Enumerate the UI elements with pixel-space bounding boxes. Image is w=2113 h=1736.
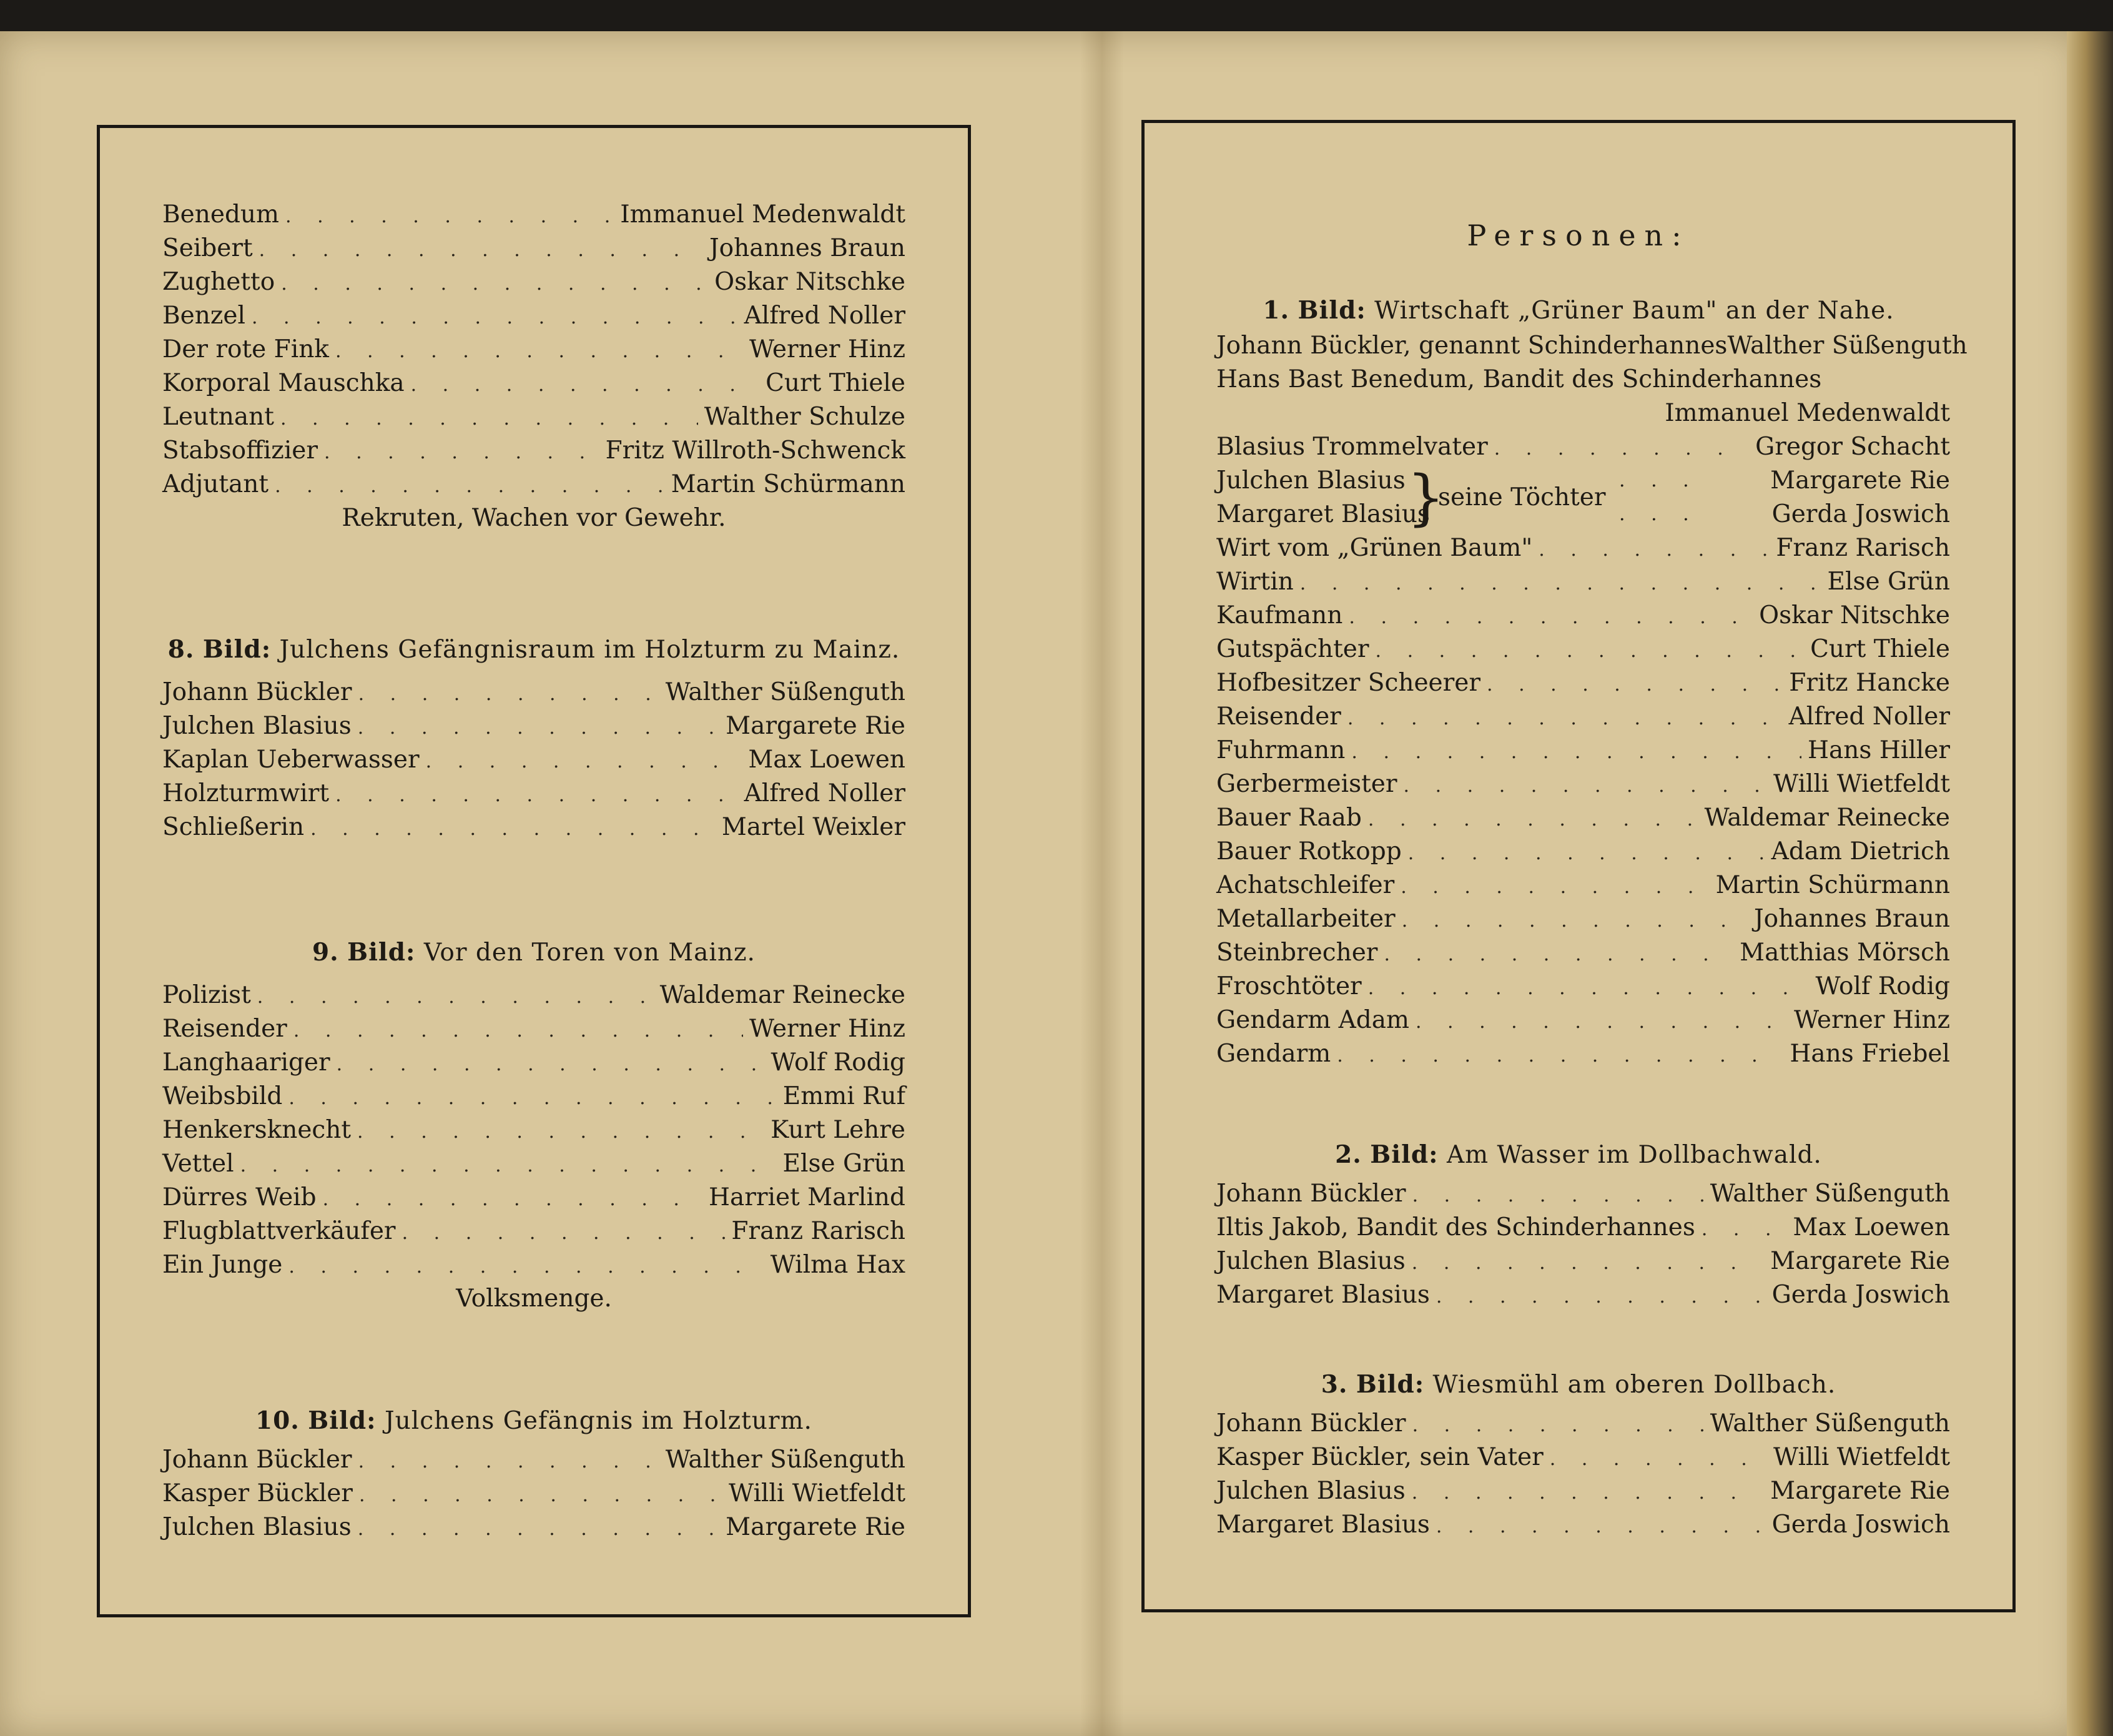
actor-name: Wolf Rodig	[771, 1048, 905, 1077]
role-name: Fuhrmann	[1216, 736, 1346, 764]
cast-row	[100, 1080, 968, 1113]
cast-row	[100, 777, 968, 811]
cast-row	[1145, 1004, 2012, 1037]
daughters-brace-group	[1145, 464, 2012, 531]
scene-1	[1145, 292, 2012, 1071]
role-name: Vettel	[162, 1150, 234, 1178]
actor-name: Harriet Marlind	[708, 1183, 905, 1211]
role-name: Wirt vom „Grünen Baum"	[1216, 534, 1533, 562]
scene-3	[1145, 1366, 2012, 1542]
cast-row	[100, 709, 968, 743]
actor-name: Curt Thiele	[766, 369, 905, 397]
personen-title-block	[1145, 210, 2012, 260]
role-name: Polizist	[162, 981, 251, 1009]
cast-row	[1145, 1474, 2012, 1508]
scene-heading	[1145, 1136, 2012, 1173]
book-gutter	[1080, 31, 1124, 1736]
scene-title: Vor den Toren von Mainz.	[423, 939, 756, 967]
scene-title: Am Wasser im Dollbachwald.	[1446, 1141, 1822, 1169]
leader-dots	[359, 1479, 722, 1512]
cast-row	[1145, 531, 2012, 565]
role-name: Gendarm	[1216, 1040, 1331, 1068]
leader-dots	[275, 470, 665, 503]
extras-note: Volksmenge.	[456, 1285, 612, 1313]
role-name: Flugblattverkäufer	[162, 1217, 396, 1245]
role-name: Kasper Bückler, sein Vater	[1216, 1443, 1544, 1471]
scene-title: Wiesmühl am oberen Dollbach.	[1432, 1371, 1836, 1399]
actor-name: Matthias Mörsch	[1740, 939, 1950, 967]
cast-rows	[100, 676, 968, 844]
scene-label: Bild:	[1370, 1140, 1439, 1169]
scene-label: Bild:	[202, 635, 272, 664]
actor-name: Walther Süßenguth	[1710, 1180, 1950, 1208]
leader-dots	[1436, 1280, 1766, 1314]
actor-name: Curt Thiele	[1810, 635, 1950, 663]
actor-name: Alfred Noller	[1788, 703, 1950, 731]
scene-title: Julchens Gefängnis im Holzturm.	[384, 1407, 812, 1435]
scene-8	[100, 631, 968, 844]
cast-row	[100, 1181, 968, 1215]
actor-name: Franz Rarisch	[1776, 534, 1950, 562]
cast-row	[1145, 430, 2012, 464]
role-name: Gendarm Adam	[1216, 1006, 1409, 1034]
role-name: Hofbesitzer Scheerer	[1216, 669, 1481, 697]
cast-rows	[1145, 1407, 2012, 1542]
scene-title: Wirtschaft „Grüner Baum" an der Nahe.	[1374, 297, 1894, 325]
cast-row	[100, 1012, 968, 1046]
page-edge	[2067, 31, 2113, 1736]
role-name: Benedum	[162, 200, 280, 229]
actor-name: Martin Schürmann	[671, 470, 905, 498]
leader-dots	[1300, 567, 1821, 601]
leader-dots	[1412, 1179, 1704, 1213]
role-name: Gerbermeister	[1216, 770, 1397, 798]
role-name: Johann Bückler	[162, 1446, 352, 1474]
actor-name: Fritz Hancke	[1789, 669, 1950, 697]
role-name: Gutspächter	[1216, 635, 1369, 663]
cast-row	[1145, 633, 2012, 666]
leader-dots	[288, 1082, 776, 1115]
page-title: Personen:	[1467, 219, 1690, 252]
actor-name: Gerda Joswich	[1771, 1511, 1950, 1539]
role-name: Ein Junge	[162, 1251, 283, 1279]
actor-name: Gregor Schacht	[1755, 433, 1950, 461]
actor-name: Kurt Lehre	[771, 1116, 905, 1144]
cast-row	[1145, 869, 2012, 902]
cast-row	[100, 400, 968, 434]
cast-row	[100, 1147, 968, 1181]
cast-rows	[1145, 531, 2012, 1071]
role-name: Holzturmwirt	[162, 779, 330, 807]
actor-name: Walther Schulze	[704, 403, 905, 431]
leader-dots	[288, 1250, 764, 1284]
role-name: Achatschleifer	[1216, 871, 1395, 899]
cast-rows	[100, 979, 968, 1282]
role-name: Bauer Rotkopp	[1216, 837, 1402, 866]
leader-dots	[1416, 1005, 1788, 1039]
scene-number: 2.	[1335, 1140, 1362, 1169]
actor-name: Walther Süßenguth	[1727, 332, 1968, 360]
extras-note: Rekruten, Wachen vor Gewehr.	[342, 504, 726, 532]
leader-dots	[259, 234, 703, 267]
leader-dots	[1404, 769, 1768, 803]
actor-name: Oskar Nitschke	[1759, 601, 1950, 629]
leader-dots	[1368, 803, 1698, 837]
actor-name: Alfred Noller	[744, 302, 905, 330]
cast-row	[1145, 700, 2012, 734]
role-name: Benzel	[162, 302, 245, 330]
role-name-long: Hans Bast Benedum, Bandit des Schinderhannes	[1216, 365, 1822, 393]
role-name: Julchen Blasius	[1216, 1477, 1406, 1505]
role-name: Johann Bückler	[162, 678, 352, 706]
leader-dots	[257, 980, 654, 1014]
role-name: Johann Bückler, genannt Schinderhannes	[1216, 332, 1728, 360]
scene-number: 9.	[312, 938, 339, 967]
leader-dots	[1487, 668, 1783, 702]
cast-row	[100, 1477, 968, 1511]
leader-dots	[310, 812, 716, 846]
role-name: Blasius Trommelvater	[1216, 433, 1488, 461]
role-name: Margaret Blasius	[1216, 500, 1430, 528]
scene-2	[1145, 1136, 2012, 1312]
leader-dots	[1401, 870, 1709, 904]
cast-row	[1145, 902, 2012, 936]
leader-dots	[1412, 1246, 1764, 1280]
cast-row	[100, 468, 968, 501]
scene-number: 3.	[1321, 1370, 1348, 1399]
role-name: Julchen Blasius	[162, 712, 352, 740]
leader-dots	[1494, 432, 1749, 466]
role-name: Leutnant	[162, 403, 274, 431]
role-name: Henkersknecht	[162, 1116, 352, 1144]
cast-row	[1145, 970, 2012, 1004]
actor-name: Adam Dietrich	[1771, 837, 1950, 866]
cast-row	[1145, 767, 2012, 801]
leader-dots	[358, 1512, 719, 1546]
role-name: Zughetto	[162, 268, 275, 296]
scene-heading	[100, 1402, 968, 1439]
cast-row	[100, 811, 968, 844]
continued-cast-list	[100, 198, 968, 535]
cast-row	[100, 1248, 968, 1282]
curly-brace-icon: }	[1407, 463, 1446, 533]
role-name: Margaret Blasius	[1216, 1281, 1430, 1309]
actor-name: Waldemar Reinecke	[659, 981, 905, 1009]
leader-dots	[1412, 1476, 1764, 1510]
cast-row	[1145, 734, 2012, 767]
cast-rows	[100, 198, 968, 501]
cast-row	[100, 299, 968, 333]
leader-dots	[240, 1149, 777, 1183]
leader-dots	[1384, 938, 1733, 972]
cast-row	[100, 367, 968, 400]
leader-dots	[358, 1445, 659, 1479]
scene-heading	[1145, 292, 2012, 329]
leader-dots	[280, 402, 698, 436]
leader-dots	[1619, 498, 1694, 531]
actor-name: Johannes Braun	[1754, 905, 1950, 933]
actor-name: Margarete Rie	[726, 712, 905, 740]
role-name: Adjutant	[162, 470, 269, 498]
leader-dots	[285, 200, 614, 234]
role-name: Kaufmann	[1216, 601, 1343, 629]
cast-row	[1145, 801, 2012, 835]
cast-row	[1145, 666, 2012, 700]
actor-name: Margarete Rie	[726, 1513, 905, 1541]
cast-row	[1145, 599, 2012, 633]
cast-row	[100, 198, 968, 232]
actor-name: Werner Hinz	[749, 1015, 905, 1043]
role-name: Wirtin	[1216, 568, 1294, 596]
actor-name: Willi Wietfeldt	[1773, 770, 1950, 798]
cast-row	[100, 1113, 968, 1147]
actor-name: Franz Rarisch	[731, 1217, 905, 1245]
cast-rows	[100, 1443, 968, 1544]
brace-note: seine Töchter	[1438, 483, 1606, 511]
leader-dots	[1368, 972, 1810, 1005]
cast-row	[1145, 1037, 2012, 1071]
actor-name: Walther Süßenguth	[665, 1446, 905, 1474]
actor-name: Waldemar Reinecke	[1704, 804, 1950, 832]
actor-name: Hans Friebel	[1790, 1040, 1950, 1068]
role-name: Dürres Weib	[162, 1183, 317, 1211]
leader-dots	[1539, 533, 1770, 567]
role-name: Johann Bückler	[1216, 1180, 1406, 1208]
scene-label: Bild:	[308, 1406, 377, 1435]
actor-name: Oskar Nitschke	[714, 268, 905, 296]
leader-dots	[1408, 837, 1765, 870]
actor-name: Gerda Joswich	[1771, 1281, 1950, 1309]
leader-dots	[402, 1216, 726, 1250]
cast-row	[100, 1443, 968, 1477]
leader-dots	[1702, 1213, 1787, 1246]
role-name: Steinbrecher	[1216, 939, 1378, 967]
actor-name: Willi Wietfeldt	[1773, 1443, 1950, 1471]
scene-heading	[1145, 1366, 2012, 1403]
cast-row	[100, 1046, 968, 1080]
actor-name: Wilma Hax	[770, 1251, 905, 1279]
scene-number: 10.	[255, 1406, 300, 1435]
cast-row-single	[1145, 430, 2012, 464]
scene-label: Bild:	[347, 938, 416, 967]
cast-rows	[1145, 1177, 2012, 1312]
scene-label: Bild:	[1298, 296, 1366, 325]
actor-name: Wolf Rodig	[1815, 972, 1950, 1000]
actor-name: Margarete Rie	[1770, 1477, 1950, 1505]
role-name: Weibsbild	[162, 1082, 283, 1110]
actor-name: Werner Hinz	[749, 335, 905, 363]
role-name: Reisender	[1216, 703, 1341, 731]
leader-dots	[1349, 601, 1753, 634]
cast-row	[100, 743, 968, 777]
actor-name: Martel Weixler	[721, 813, 905, 841]
leader-dots	[411, 368, 759, 402]
cast-row	[100, 1215, 968, 1248]
cast-row	[1145, 1407, 2012, 1441]
cast-row	[100, 979, 968, 1012]
role-name: Seibert	[162, 234, 253, 262]
actor-name: Walther Süßenguth	[665, 678, 905, 706]
actor-name: Margarete Rie	[1770, 466, 1950, 495]
cast-row	[100, 676, 968, 709]
cast-row	[100, 333, 968, 367]
actor-name: Else Grün	[782, 1150, 905, 1178]
cast-row	[100, 1511, 968, 1544]
role-name: Metallarbeiter	[1216, 905, 1396, 933]
role-name: Margaret Blasius	[1216, 1511, 1430, 1539]
leader-dots	[1436, 1510, 1766, 1544]
leader-dots	[426, 745, 742, 779]
leader-dots	[358, 711, 719, 745]
role-name: Johann Bückler	[1216, 1409, 1406, 1438]
scene-heading	[100, 934, 968, 971]
actor-name: Immanuel Medenwaldt	[1665, 399, 1950, 427]
role-name: Julchen Blasius	[1216, 466, 1406, 495]
leader-dots	[357, 1115, 764, 1149]
role-name: Julchen Blasius	[1216, 1247, 1406, 1275]
cast-row	[1145, 936, 2012, 970]
leader-dots	[1550, 1443, 1767, 1476]
role-name: Reisender	[162, 1015, 287, 1043]
leader-dots	[1351, 736, 1801, 769]
leader-dots	[323, 1183, 702, 1216]
leader-dots	[324, 436, 599, 470]
cast-row	[100, 265, 968, 299]
leader-dots	[335, 779, 737, 812]
role-name: Kaplan Ueberwasser	[162, 746, 420, 774]
actor-name: Martin Schürmann	[1715, 871, 1950, 899]
cast-row	[1145, 565, 2012, 599]
right-page-frame	[1141, 120, 2016, 1612]
leader-dots	[1376, 634, 1805, 668]
actor-name: Gerda Joswich	[1771, 500, 1950, 528]
scene-number: 8.	[167, 635, 195, 664]
actor-name: Willi Wietfeldt	[729, 1479, 905, 1507]
role-name: Langhaariger	[162, 1048, 330, 1077]
role-name: Korporal Mauschka	[162, 369, 405, 397]
scene-title: Julchens Gefängnisraum im Holzturm zu Mainz.	[279, 636, 900, 664]
cast-row	[1145, 1441, 2012, 1474]
leader-dots	[281, 267, 708, 301]
actor-name: Else Grün	[1827, 568, 1950, 596]
role-name: Julchen Blasius	[162, 1513, 352, 1541]
role-name: Schließerin	[162, 813, 305, 841]
actor-name: Johannes Braun	[709, 234, 905, 262]
cast-row	[1145, 835, 2012, 869]
cast-row	[1145, 1177, 2012, 1211]
actor-name: Margarete Rie	[1770, 1247, 1950, 1275]
cast-row	[100, 434, 968, 468]
actor-name: Alfred Noller	[744, 779, 905, 807]
actor-name: Hans Hiller	[1808, 736, 1950, 764]
left-page-frame	[97, 125, 971, 1617]
actor-name: Max Loewen	[1793, 1213, 1950, 1241]
role-name: Froschtöter	[1216, 972, 1362, 1000]
scene-10	[100, 1402, 968, 1544]
cast-row	[1145, 1211, 2012, 1245]
actor-name: Walther Süßenguth	[1710, 1409, 1950, 1438]
scene-heading	[100, 631, 968, 668]
cast-row-lead	[1145, 329, 2012, 363]
role-name: Der rote Fink	[162, 335, 329, 363]
scene-number: 1.	[1263, 296, 1290, 325]
cast-row	[1145, 1278, 2012, 1312]
actor-name: Immanuel Medenwaldt	[620, 200, 905, 229]
leader-dots	[1337, 1039, 1783, 1073]
leader-dots	[252, 301, 738, 335]
role-name: Kasper Bückler	[162, 1479, 353, 1507]
leader-dots	[1619, 464, 1694, 498]
leader-dots	[1402, 904, 1748, 938]
leader-dots	[335, 335, 743, 368]
actor-name: Max Loewen	[748, 746, 905, 774]
cast-row	[1145, 1508, 2012, 1542]
cast-row	[1145, 1245, 2012, 1278]
role-name: Stabsoffizier	[162, 436, 318, 465]
role-name: Iltis Jakob, Bandit des Schinderhannes	[1216, 1213, 1695, 1241]
scene-9	[100, 934, 968, 1316]
actor-name: Fritz Willroth-Schwenck	[605, 436, 905, 465]
actor-name: Emmi Ruf	[782, 1082, 905, 1110]
leader-dots	[337, 1048, 765, 1082]
leader-dots	[293, 1014, 743, 1048]
leader-dots	[1347, 702, 1783, 736]
actor-name: Werner Hinz	[1793, 1006, 1950, 1034]
cast-row	[100, 232, 968, 265]
scene-label: Bild:	[1356, 1370, 1425, 1399]
leader-dots	[358, 678, 659, 711]
leader-dots	[1412, 1409, 1704, 1443]
role-name: Bauer Raab	[1216, 804, 1362, 832]
